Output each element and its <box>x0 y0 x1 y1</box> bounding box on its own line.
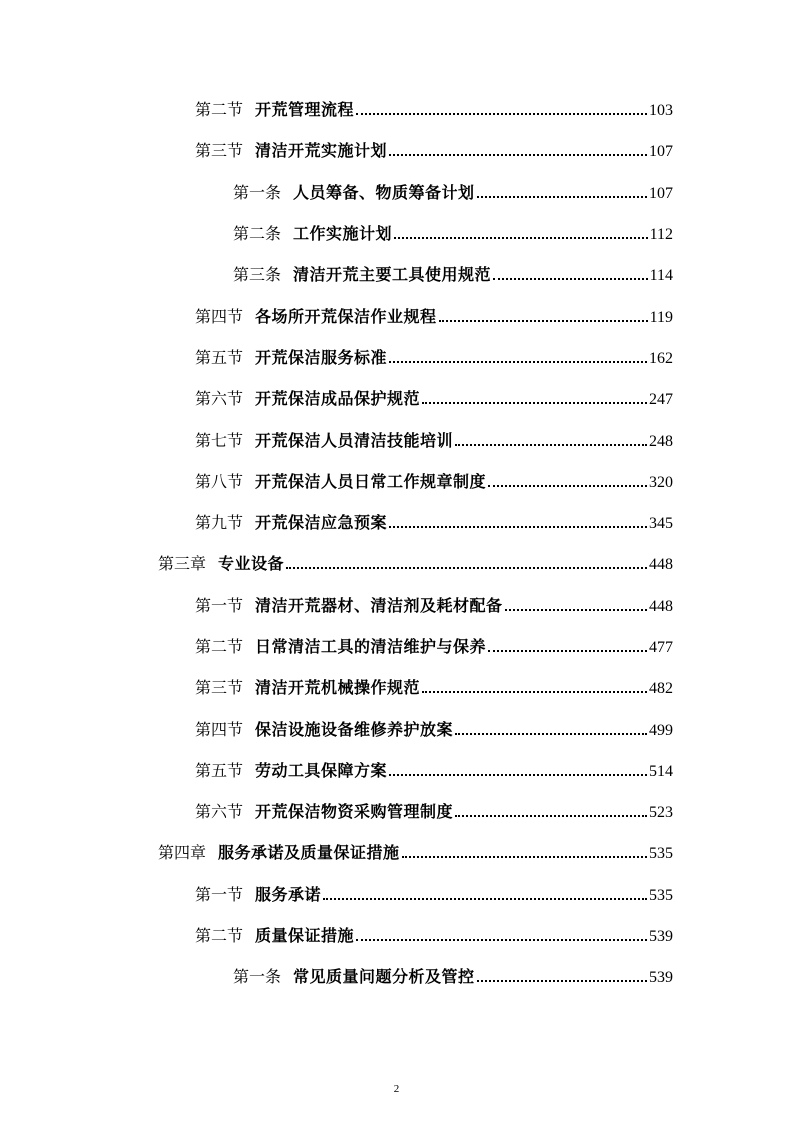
toc-entry-title: 服务承诺及质量保证措施 <box>218 843 400 863</box>
toc-entry-inner <box>195 804 793 821</box>
toc-entry-title: 开荒保洁应急预案 <box>255 513 388 533</box>
toc-leader-dots <box>477 980 647 982</box>
toc-entry-inner <box>233 182 793 202</box>
toc-entry-label: 第三节 <box>195 678 244 698</box>
toc-entry-inner <box>195 347 793 367</box>
table-of-contents <box>0 90 793 999</box>
toc-entry-section[interactable] <box>0 916 793 957</box>
toc-entry-label: 第二条 <box>233 224 282 244</box>
toc-entry-page: 539 <box>649 928 673 946</box>
toc-entry-title: 清洁开荒器材、清洁剂及耗材配备 <box>255 595 503 615</box>
toc-leader-dots <box>394 237 648 239</box>
toc-entry-page: 114 <box>649 267 673 285</box>
toc-entry-inner <box>195 391 793 408</box>
toc-entry-section[interactable] <box>0 90 793 131</box>
toc-entry-inner <box>195 430 793 450</box>
toc-entry-label: 第一节 <box>195 595 244 615</box>
toc-leader-dots <box>422 402 647 404</box>
toc-entry-section[interactable] <box>0 338 793 379</box>
toc-entry-inner <box>195 102 793 119</box>
toc-entry-title: 开荒保洁人员清洁技能培训 <box>255 430 454 450</box>
toc-entry-inner <box>233 226 793 243</box>
toc-entry-title: 专业设备 <box>218 554 285 574</box>
page-number: 2 <box>393 1083 400 1095</box>
toc-entry-page: 535 <box>649 845 673 863</box>
toc-entry-chapter[interactable] <box>0 833 793 874</box>
toc-leader-dots <box>356 939 647 941</box>
toc-entry-label: 第四节 <box>195 306 244 326</box>
toc-entry-label: 第一条 <box>233 967 282 987</box>
toc-entry-article[interactable] <box>0 957 793 998</box>
toc-entry-label: 第三节 <box>195 141 244 161</box>
toc-entry-title: 清洁开荒主要工具使用规范 <box>293 265 492 285</box>
toc-entry-label: 第六节 <box>195 802 244 822</box>
toc-entry-label: 第四节 <box>195 719 244 739</box>
toc-leader-dots <box>488 485 647 487</box>
toc-leader-dots <box>389 774 647 776</box>
toc-entry-inner <box>195 884 793 904</box>
toc-entry-section[interactable] <box>0 668 793 709</box>
toc-entry-label: 第九节 <box>195 513 244 533</box>
toc-leader-dots <box>477 196 647 198</box>
toc-entry-inner <box>195 595 793 615</box>
toc-leader-dots <box>323 898 647 900</box>
toc-leader-dots <box>488 650 647 652</box>
toc-entry-section[interactable] <box>0 751 793 792</box>
toc-leader-dots <box>389 526 647 528</box>
toc-entry-label: 第二节 <box>195 637 244 656</box>
toc-entry-page: 248 <box>649 432 673 450</box>
toc-entry-section[interactable] <box>0 420 793 461</box>
toc-entry-title: 质量保证措施 <box>255 926 355 946</box>
toc-entry-title: 工作实施计划 <box>293 224 393 244</box>
toc-entry-label: 第五节 <box>195 347 244 367</box>
toc-entry-inner <box>195 639 793 656</box>
toc-entry-inner <box>195 760 793 780</box>
toc-entry-section[interactable] <box>0 296 793 337</box>
toc-entry-article[interactable] <box>0 173 793 214</box>
toc-entry-page: 107 <box>649 143 673 161</box>
toc-leader-dots <box>402 856 647 858</box>
toc-entry-title: 清洁开荒机械操作规范 <box>255 678 421 698</box>
toc-leader-dots <box>389 154 647 156</box>
toc-entry-section[interactable] <box>0 586 793 627</box>
toc-entry-title: 清洁开荒实施计划 <box>255 141 388 161</box>
toc-entry-section[interactable] <box>0 131 793 172</box>
toc-entry-article[interactable] <box>0 255 793 296</box>
toc-entry-title: 常见质量问题分析及管控 <box>293 967 475 987</box>
toc-entry-section[interactable] <box>0 627 793 668</box>
toc-entry-title: 开荒保洁人员日常工作规章制度 <box>255 471 487 491</box>
toc-entry-inner <box>195 471 793 491</box>
toc-leader-dots <box>455 444 647 446</box>
toc-entry-title: 各场所开荒保洁作业规程 <box>255 306 437 326</box>
toc-leader-dots <box>455 733 647 735</box>
toc-entry-page: 162 <box>649 349 673 367</box>
toc-entry-title: 劳动工具保障方案 <box>255 760 388 780</box>
toc-entry-page: 482 <box>649 680 673 698</box>
toc-entry-chapter[interactable] <box>0 544 793 585</box>
toc-entry-section[interactable] <box>0 462 793 503</box>
toc-entry-inner <box>233 267 793 284</box>
toc-entry-inner <box>158 845 793 862</box>
toc-entry-title: 开荒保洁成品保护规范 <box>255 389 421 409</box>
toc-entry-page: 320 <box>649 473 673 491</box>
toc-entry-label: 第二节 <box>195 926 244 946</box>
toc-entry-page: 535 <box>649 886 673 904</box>
toc-entry-page: 499 <box>649 721 673 739</box>
toc-entry-inner <box>195 515 793 532</box>
toc-leader-dots <box>389 361 647 363</box>
toc-leader-dots <box>356 113 647 115</box>
toc-entry-article[interactable] <box>0 214 793 255</box>
toc-entry-page: 514 <box>649 762 673 780</box>
toc-entry-page: 247 <box>649 391 673 409</box>
toc-entry-title: 日常清洁工具的清洁维护与保养 <box>255 637 487 656</box>
toc-entry-title: 保洁设施设备维修养护放案 <box>255 719 454 739</box>
toc-entry-section[interactable] <box>0 503 793 544</box>
toc-entry-label: 第一节 <box>195 884 244 904</box>
toc-entry-page: 477 <box>649 639 673 656</box>
toc-entry-page: 119 <box>649 308 673 326</box>
toc-entry-label: 第一条 <box>233 182 282 202</box>
toc-entry-page: 107 <box>649 184 673 202</box>
toc-entry-label: 第七节 <box>195 430 244 450</box>
toc-entry-page: 112 <box>649 226 673 244</box>
toc-entry-page: 448 <box>649 597 673 615</box>
toc-entry-title: 开荒保洁服务标准 <box>255 347 388 367</box>
toc-entry-label: 第八节 <box>195 471 244 491</box>
toc-leader-dots <box>505 609 647 611</box>
toc-entry-label: 第二节 <box>195 100 244 120</box>
toc-leader-dots <box>422 691 647 693</box>
toc-entry-inner <box>158 556 793 573</box>
toc-entry-label: 第四章 <box>158 843 207 863</box>
toc-entry-section[interactable] <box>0 709 793 750</box>
toc-entry-page: 523 <box>649 804 673 822</box>
toc-entry-section[interactable] <box>0 875 793 916</box>
toc-leader-dots <box>286 567 647 569</box>
toc-entry-title: 开荒管理流程 <box>255 100 355 120</box>
toc-entry-label: 第三章 <box>158 554 207 574</box>
toc-entry-page: 345 <box>649 515 673 533</box>
toc-entry-title: 开荒保洁物资采购管理制度 <box>255 802 454 822</box>
toc-entry-inner <box>195 928 793 945</box>
toc-entry-page: 448 <box>649 556 673 574</box>
toc-entry-label: 第六节 <box>195 389 244 409</box>
toc-entry-page: 103 <box>649 102 673 120</box>
toc-leader-dots <box>493 278 648 280</box>
toc-entry-section[interactable] <box>0 792 793 833</box>
toc-leader-dots <box>439 320 648 322</box>
toc-entry-label: 第三条 <box>233 265 282 285</box>
toc-entry-inner <box>195 306 793 326</box>
toc-entry-inner <box>195 719 793 739</box>
toc-leader-dots <box>455 815 647 817</box>
toc-entry-inner <box>195 143 793 160</box>
toc-entry-section[interactable] <box>0 379 793 420</box>
toc-entry-label: 第五节 <box>195 760 244 780</box>
toc-entry-inner <box>195 680 793 697</box>
toc-entry-page: 539 <box>649 969 673 987</box>
toc-entry-title: 人员筹备、物质筹备计划 <box>293 182 475 202</box>
toc-entry-inner <box>233 969 793 986</box>
toc-entry-title: 服务承诺 <box>255 884 322 904</box>
